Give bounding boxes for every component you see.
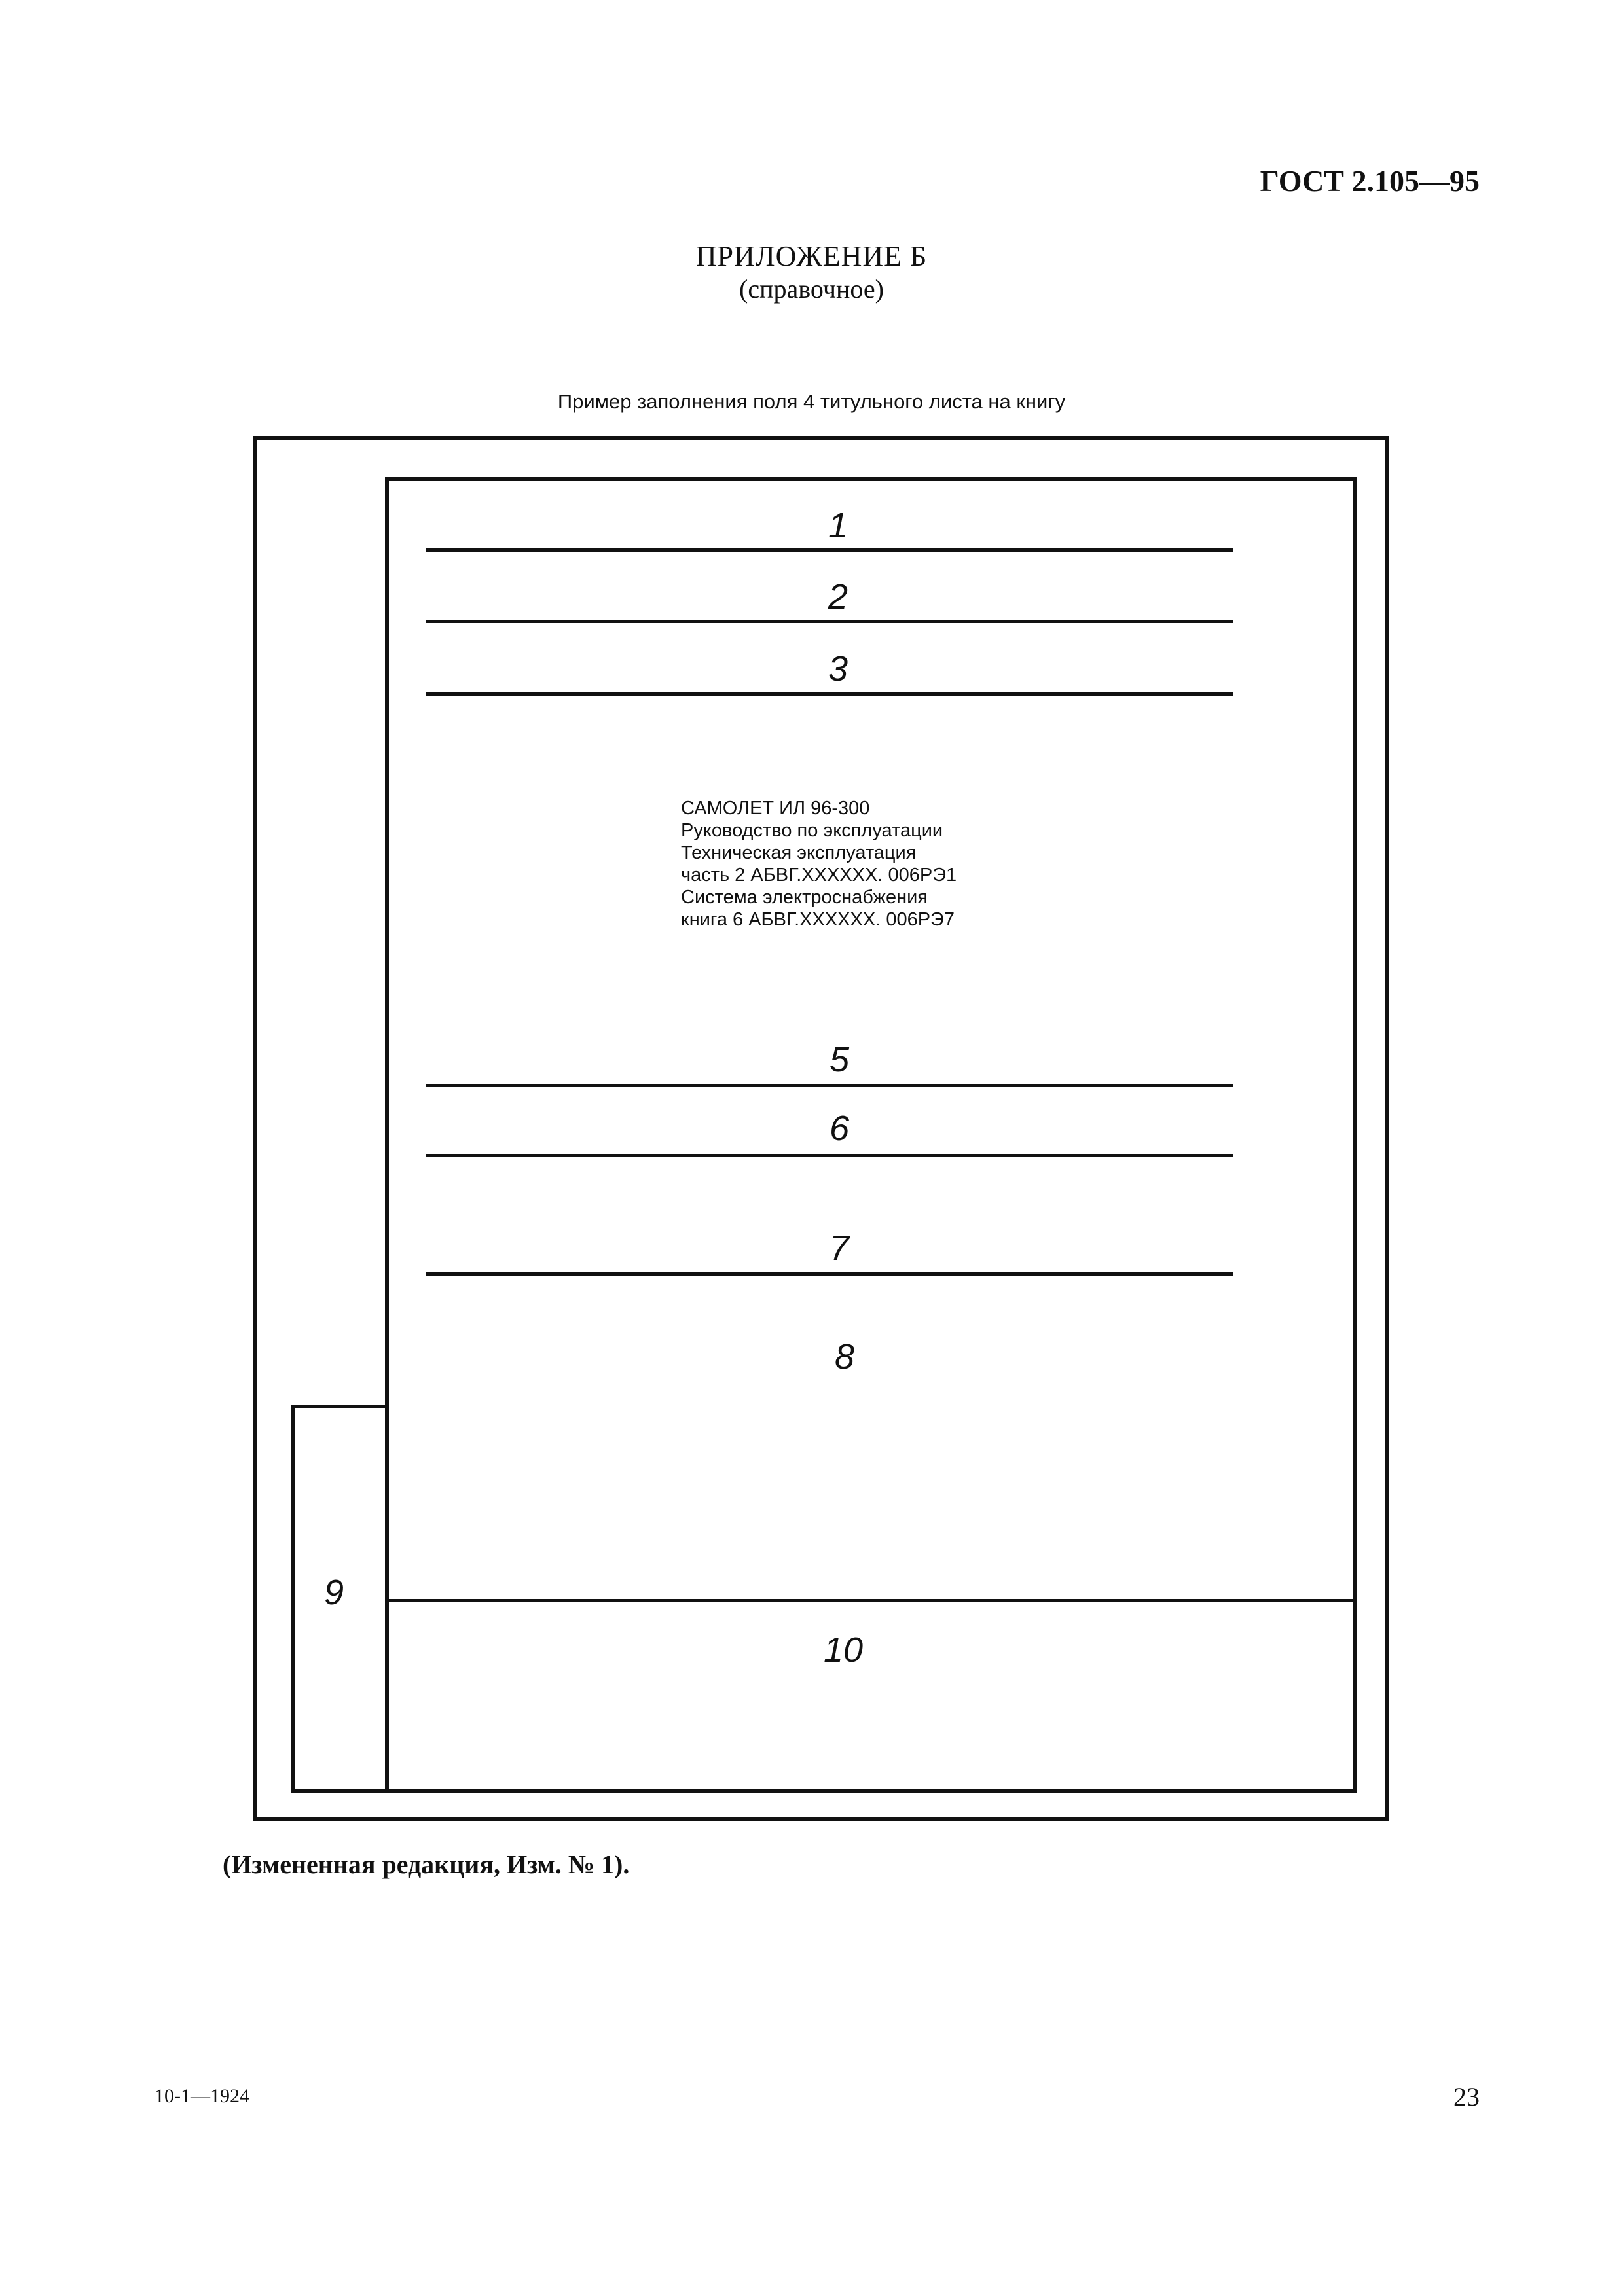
field-line-7 — [426, 1272, 1233, 1276]
field-4-line-1: САМОЛЕТ ИЛ 96-300 — [681, 798, 870, 819]
field-line-1 — [426, 548, 1233, 552]
field-number-1: 1 — [828, 506, 848, 545]
standard-number: ГОСТ 2.105—95 — [1260, 164, 1480, 198]
field-4-line-4: часть 2 АБВГ.XXXXXX. 006РЭ1 — [681, 865, 957, 886]
field-number-7: 7 — [829, 1229, 850, 1268]
figure-caption: Пример заполнения поля 4 титульного листа на книгу — [557, 390, 1066, 413]
field-number-9: 9 — [323, 1573, 344, 1612]
field-number-8: 8 — [834, 1337, 855, 1376]
page-number: 23 — [1453, 2082, 1480, 2111]
field-line-5 — [426, 1084, 1233, 1087]
field-4-content — [681, 797, 957, 931]
field-line-6 — [426, 1154, 1233, 1157]
field-4-line-2: Руководство по эксплуатации — [681, 820, 943, 841]
field-number-3: 3 — [828, 649, 848, 689]
annex-title: ПРИЛОЖЕНИЕ Б — [695, 240, 928, 272]
field-4-line-6: книга 6 АБВГ.XXXXXX. 006РЭ7 — [681, 909, 955, 930]
field-number-10: 10 — [823, 1630, 864, 1670]
field-number-6: 6 — [829, 1109, 850, 1148]
field-line-3 — [426, 692, 1233, 696]
annex-subtitle: (справочное) — [739, 274, 884, 304]
field-4-line-5: Система электроснабжения — [681, 887, 928, 908]
amendment-note: (Измененная редакция, Изм. № 1). — [223, 1850, 630, 1879]
field-10-separator — [385, 1599, 1357, 1602]
footer-print-code: 10-1—1924 — [155, 2085, 249, 2107]
field-number-2: 2 — [828, 577, 848, 617]
field-line-2 — [426, 620, 1233, 623]
inner-sheet-frame — [385, 477, 1357, 1793]
field-number-5: 5 — [829, 1040, 850, 1079]
field-4-line-3: Техническая эксплуатация — [681, 842, 917, 863]
